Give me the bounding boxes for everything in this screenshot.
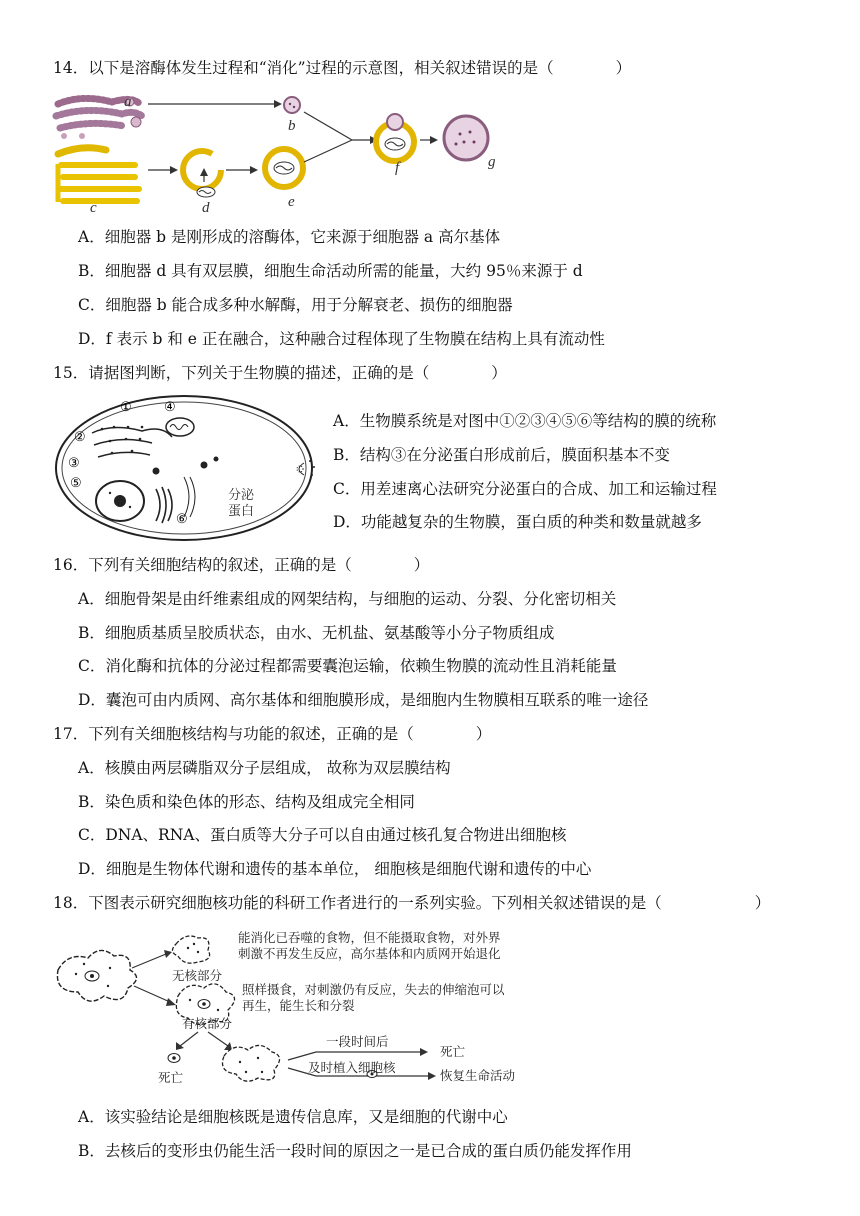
- label-a: a: [124, 94, 132, 110]
- recover-label: 恢复生命活动: [440, 1068, 516, 1083]
- q14-stem: 14．以下是溶酶体发生过程和“消化”过程的示意图，相关叙述错误的是（ ）: [53, 59, 632, 77]
- q15-stem: 15．请据图判断，下列关于生物膜的描述，正确的是（ ）: [53, 364, 507, 382]
- q17-option-a: A．核膜由两层磷脂双分子层组成， 故称为双层膜结构: [78, 759, 451, 777]
- marker-5: ⑤: [70, 476, 82, 491]
- label-b: b: [288, 118, 296, 134]
- q14-option-d: D．f 表示 b 和 e 正在融合，这种融合过程体现了生物膜在结构上具有流动性: [78, 330, 605, 348]
- q14-option-c: C．细胞器 b 能合成多种水解酶，用于分解衰老、损伤的细胞器: [78, 296, 513, 314]
- nucleus-label: 有核部分: [182, 1016, 233, 1031]
- q14-option-b: B．细胞器 d 具有双层膜，细胞生命活动所需的能量，大约 95％来源于 d: [78, 262, 583, 280]
- q15-option-a: A．生物膜系统是对图中①②③④⑤⑥等结构的膜的统称: [333, 412, 717, 430]
- autophagosome-e: [265, 149, 303, 187]
- label-protein: 蛋白: [228, 504, 255, 519]
- q18-amoeba-figure: [48, 926, 628, 1094]
- residual-body-g: [444, 116, 488, 160]
- after-time-label: 一段时间后: [326, 1034, 389, 1049]
- no-nucleus-note-1: 能消化已吞噬的食物，但不能摄取食物，对外界: [238, 930, 501, 945]
- amoeba-enucleated: [172, 936, 209, 963]
- q18-option-a: A．该实验结论是细胞核既是遗传信息库，又是细胞的代谢中心: [78, 1108, 508, 1126]
- removed-nucleus: [168, 1054, 180, 1063]
- q15-cell-figure: [52, 393, 320, 543]
- transplant-label: 及时植入细胞核: [308, 1060, 396, 1075]
- q16-option-a: A．细胞骨架是由纤维素组成的网架结构，与细胞的运动、分裂、分化密切相关: [78, 590, 617, 608]
- q14-lysosome-figure: [52, 92, 522, 214]
- q15-option-d: D．功能越复杂的生物膜，蛋白质的种类和数量就越多: [333, 513, 702, 531]
- fusing-vesicle-f: [376, 114, 414, 161]
- no-nucleus-label: 无核部分: [172, 968, 223, 983]
- mitochondrion: [166, 418, 194, 436]
- label-g: g: [488, 154, 496, 170]
- amoeba-whole: [57, 950, 136, 1001]
- q16-option-c: C．消化酶和抗体的分泌过程都需要囊泡运输，依赖生物膜的流动性且消耗能量: [78, 657, 617, 675]
- label-d: d: [202, 200, 210, 214]
- marker-3: ③: [68, 456, 80, 471]
- label-e: e: [288, 194, 295, 210]
- marker-6: ⑥: [176, 512, 188, 527]
- q16-option-d: D．囊泡可由内质网、高尔基体和细胞膜形成，是细胞内生物膜相互联系的唯一途径: [78, 691, 649, 709]
- marker-4: ④: [164, 400, 176, 415]
- q18-option-b: B．去核后的变形虫仍能生活一段时间的原因之一是已合成的蛋白质仍能发挥作用: [78, 1142, 632, 1160]
- q15-option-c: C．用差速离心法研究分泌蛋白的合成、加工和运输过程: [333, 480, 717, 498]
- q15-option-b: B．结构③在分泌蛋白形成前后，膜面积基本不变: [333, 446, 670, 464]
- nucleus-note-1: 照样摄食，对刺激仍有反应，失去的伸缩泡可以: [242, 982, 505, 997]
- q17-option-d: D．细胞是生物体代谢和遗传的基本单位， 细胞核是细胞代谢和遗传的中心: [78, 860, 592, 878]
- endoplasmic-reticulum-c: [58, 148, 142, 204]
- amoeba-bottom: [223, 1045, 280, 1081]
- no-nucleus-note-2: 刺激不再发生反应，高尔基体和内质网开始退化: [238, 946, 501, 961]
- death-right-label: 死亡: [440, 1044, 466, 1059]
- label-c: c: [90, 200, 97, 214]
- nucleus-note-2: 再生，能生长和分裂: [242, 998, 355, 1013]
- marker-2: ②: [74, 430, 86, 445]
- q14-option-a: A．细胞器 b 是刚形成的溶酶体，它来源于细胞器 a 高尔基体: [78, 228, 501, 246]
- marker-1: ①: [120, 400, 132, 415]
- q17-option-c: C．DNA、RNA、蛋白质等大分子可以自由通过核孔复合物进出细胞核: [78, 826, 567, 844]
- q17-stem: 17．下列有关细胞核结构与功能的叙述，正确的是（ ）: [53, 725, 492, 743]
- q17-option-b: B．染色质和染色体的形态、结构及组成完全相同: [78, 793, 415, 811]
- label-f: f: [395, 160, 400, 176]
- q16-option-b: B．细胞质基质呈胶质状态，由水、无机盐、氨基酸等小分子物质组成: [78, 624, 555, 642]
- nucleus: [96, 481, 144, 521]
- q16-stem: 16．下列有关细胞结构的叙述，正确的是（ ）: [53, 556, 430, 574]
- q18-stem: 18．下图表示研究细胞核功能的科研工作者进行的一系列实验。下列相关叙述错误的是（ ）: [53, 894, 771, 912]
- lysosome-b: [284, 97, 300, 113]
- label-secretion: 分泌: [228, 488, 255, 503]
- death-left-label: 死亡: [158, 1070, 184, 1085]
